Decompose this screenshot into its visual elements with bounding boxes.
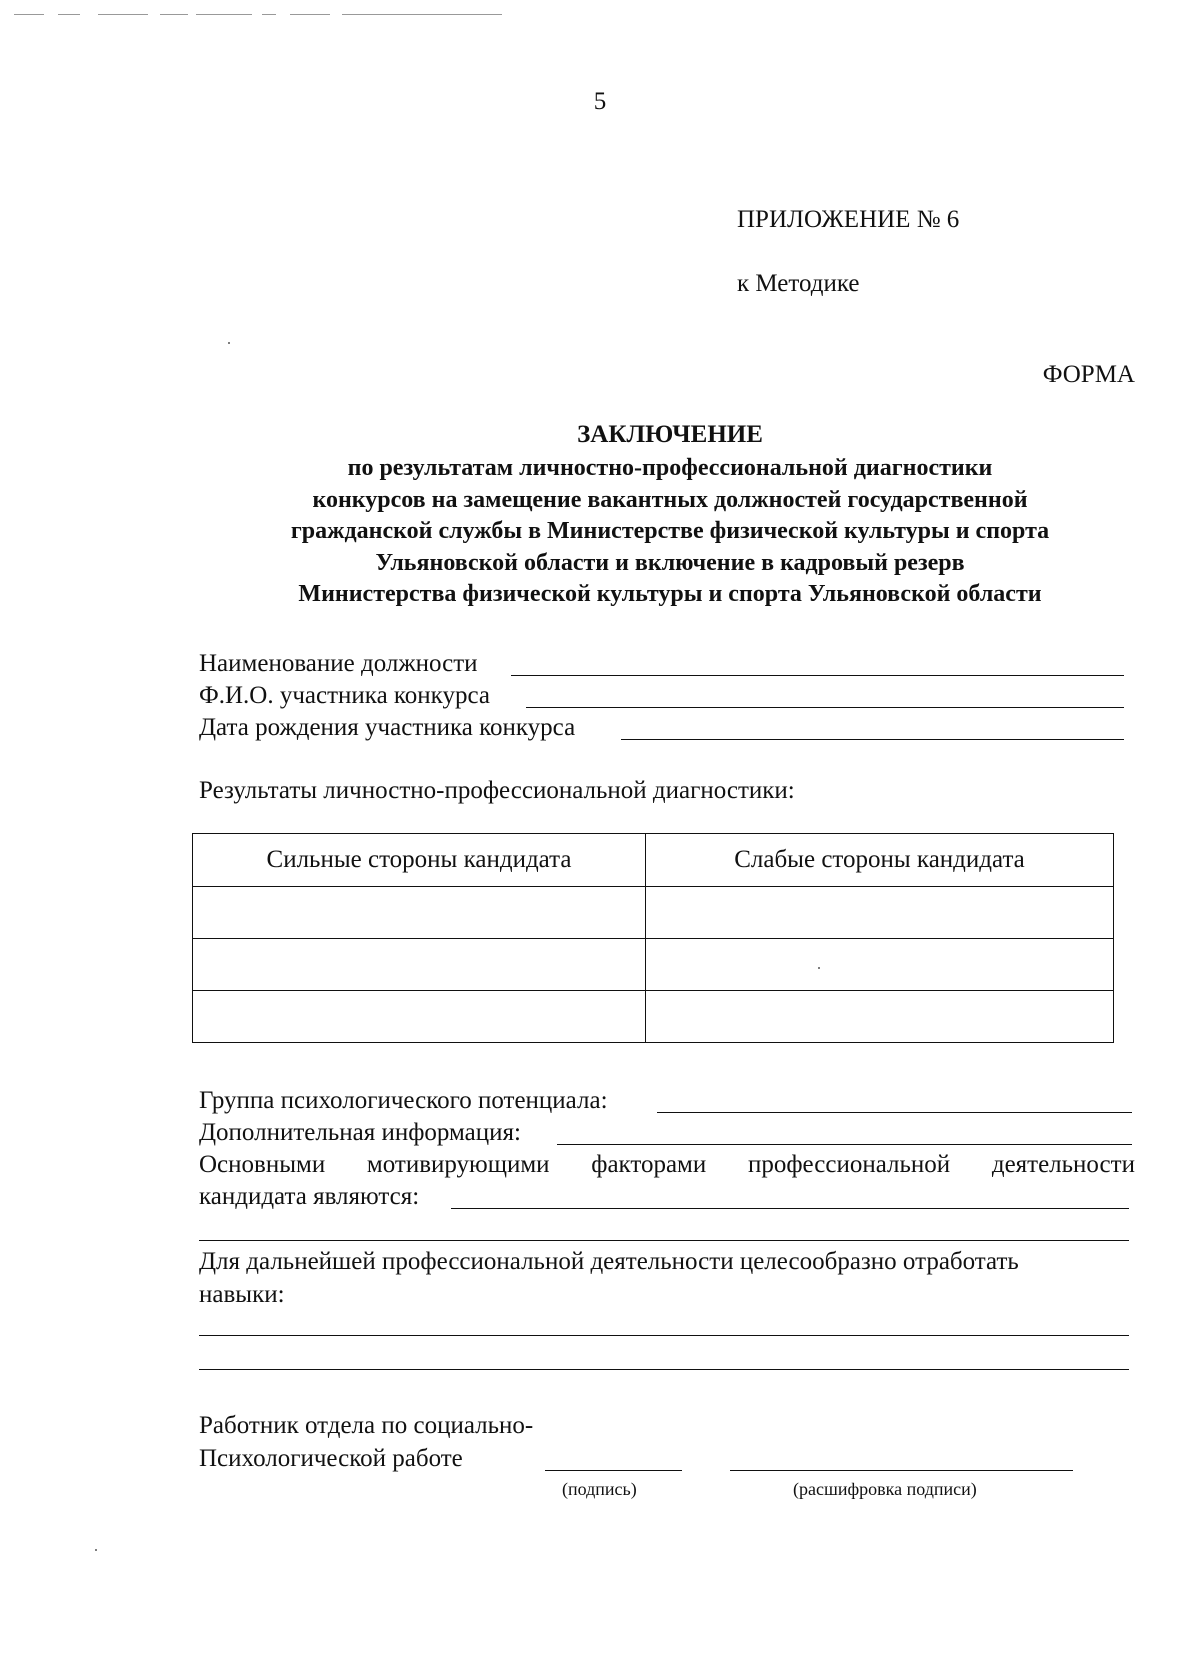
birth-date-line[interactable] (621, 739, 1124, 740)
weaknesses-cell[interactable] (646, 939, 1114, 991)
scan-speck (95, 1549, 97, 1551)
scan-artifact (290, 14, 330, 15)
weaknesses-column-header: Слабые стороны кандидата (646, 834, 1114, 887)
position-name-label: Наименование должности (199, 650, 478, 677)
scan-artifact (342, 14, 502, 15)
participant-name-label: Ф.И.О. участника конкурса (199, 682, 490, 709)
signature-line[interactable] (545, 1470, 682, 1471)
skills-line[interactable] (199, 1335, 1129, 1336)
results-table (192, 833, 1114, 1043)
motivation-word: мотивирующими (366, 1151, 550, 1178)
strengths-cell[interactable] (193, 939, 646, 991)
appendix-reference: к Методике (737, 270, 860, 297)
motivation-label-line2: кандидата являются: (199, 1183, 420, 1210)
motivation-word: профессиональной (747, 1151, 951, 1178)
motivation-word: деятельности (991, 1151, 1135, 1178)
scan-artifact (160, 14, 188, 15)
appendix-title: ПРИЛОЖЕНИЕ № 6 (737, 206, 960, 233)
scan-artifact (98, 14, 148, 15)
skills-line[interactable] (199, 1369, 1129, 1370)
signer-role-line2: Психологической работе (199, 1445, 463, 1472)
signer-role-line1: Работник отдела по социально- (199, 1412, 534, 1439)
motivation-word: Основными (199, 1151, 326, 1178)
scan-artifact (58, 14, 80, 15)
position-name-line[interactable] (511, 675, 1124, 676)
document-subtitle (0, 453, 1200, 611)
strengths-cell[interactable] (193, 887, 646, 939)
birth-date-label: Дата рождения участника конкурса (199, 714, 576, 741)
weaknesses-cell[interactable] (646, 991, 1114, 1043)
subtitle-line: по результатам личностно-профессиональной диагностики (347, 455, 993, 481)
page-number: 5 (593, 88, 607, 115)
strengths-column-header: Сильные стороны кандидата (193, 834, 646, 887)
signature-name-caption: (расшифровка подписи) (793, 1479, 977, 1499)
participant-name-line[interactable] (526, 707, 1124, 708)
skills-label-line2: навыки: (199, 1281, 285, 1308)
scan-artifact (196, 14, 252, 15)
motivation-line[interactable] (451, 1208, 1129, 1209)
signature-name-line[interactable] (730, 1470, 1073, 1471)
table-header-row (193, 834, 1114, 887)
form-label: ФОРМА (1042, 361, 1135, 388)
psych-group-line[interactable] (657, 1112, 1132, 1113)
subtitle-line: конкурсов на замещение вакантных должностей государственной (312, 486, 1028, 513)
strengths-cell[interactable] (193, 991, 646, 1043)
table-row (193, 939, 1114, 991)
scan-artifact (262, 14, 276, 15)
psych-group-label: Группа психологического потенциала: (199, 1087, 608, 1114)
extra-info-line[interactable] (557, 1144, 1132, 1145)
motivation-word: факторами (591, 1151, 707, 1178)
subtitle-line: гражданской службы в Министерстве физической культуры и спорта (290, 518, 1050, 544)
scan-speck (228, 342, 230, 344)
table-row (193, 991, 1114, 1043)
subtitle-line: Ульяновской области и включение в кадровый резерв (375, 549, 965, 576)
motivation-line-extra[interactable] (199, 1240, 1129, 1241)
document-title: ЗАКЛЮЧЕНИЕ (577, 421, 763, 448)
skills-label-line1: Для дальнейшей профессиональной деятельности целесообразно отработать (199, 1248, 1019, 1275)
weaknesses-cell[interactable] (646, 887, 1114, 939)
signature-caption: (подпись) (562, 1479, 637, 1499)
extra-info-label: Дополнительная информация: (199, 1119, 521, 1146)
scan-artifact (14, 14, 44, 15)
motivation-label-line1 (199, 1151, 1135, 1179)
table-row (193, 887, 1114, 939)
results-heading: Результаты личностно-профессиональной диагностики: (199, 777, 795, 804)
subtitle-line: Министерства физической культуры и спорта Ульяновской области (298, 581, 1042, 607)
